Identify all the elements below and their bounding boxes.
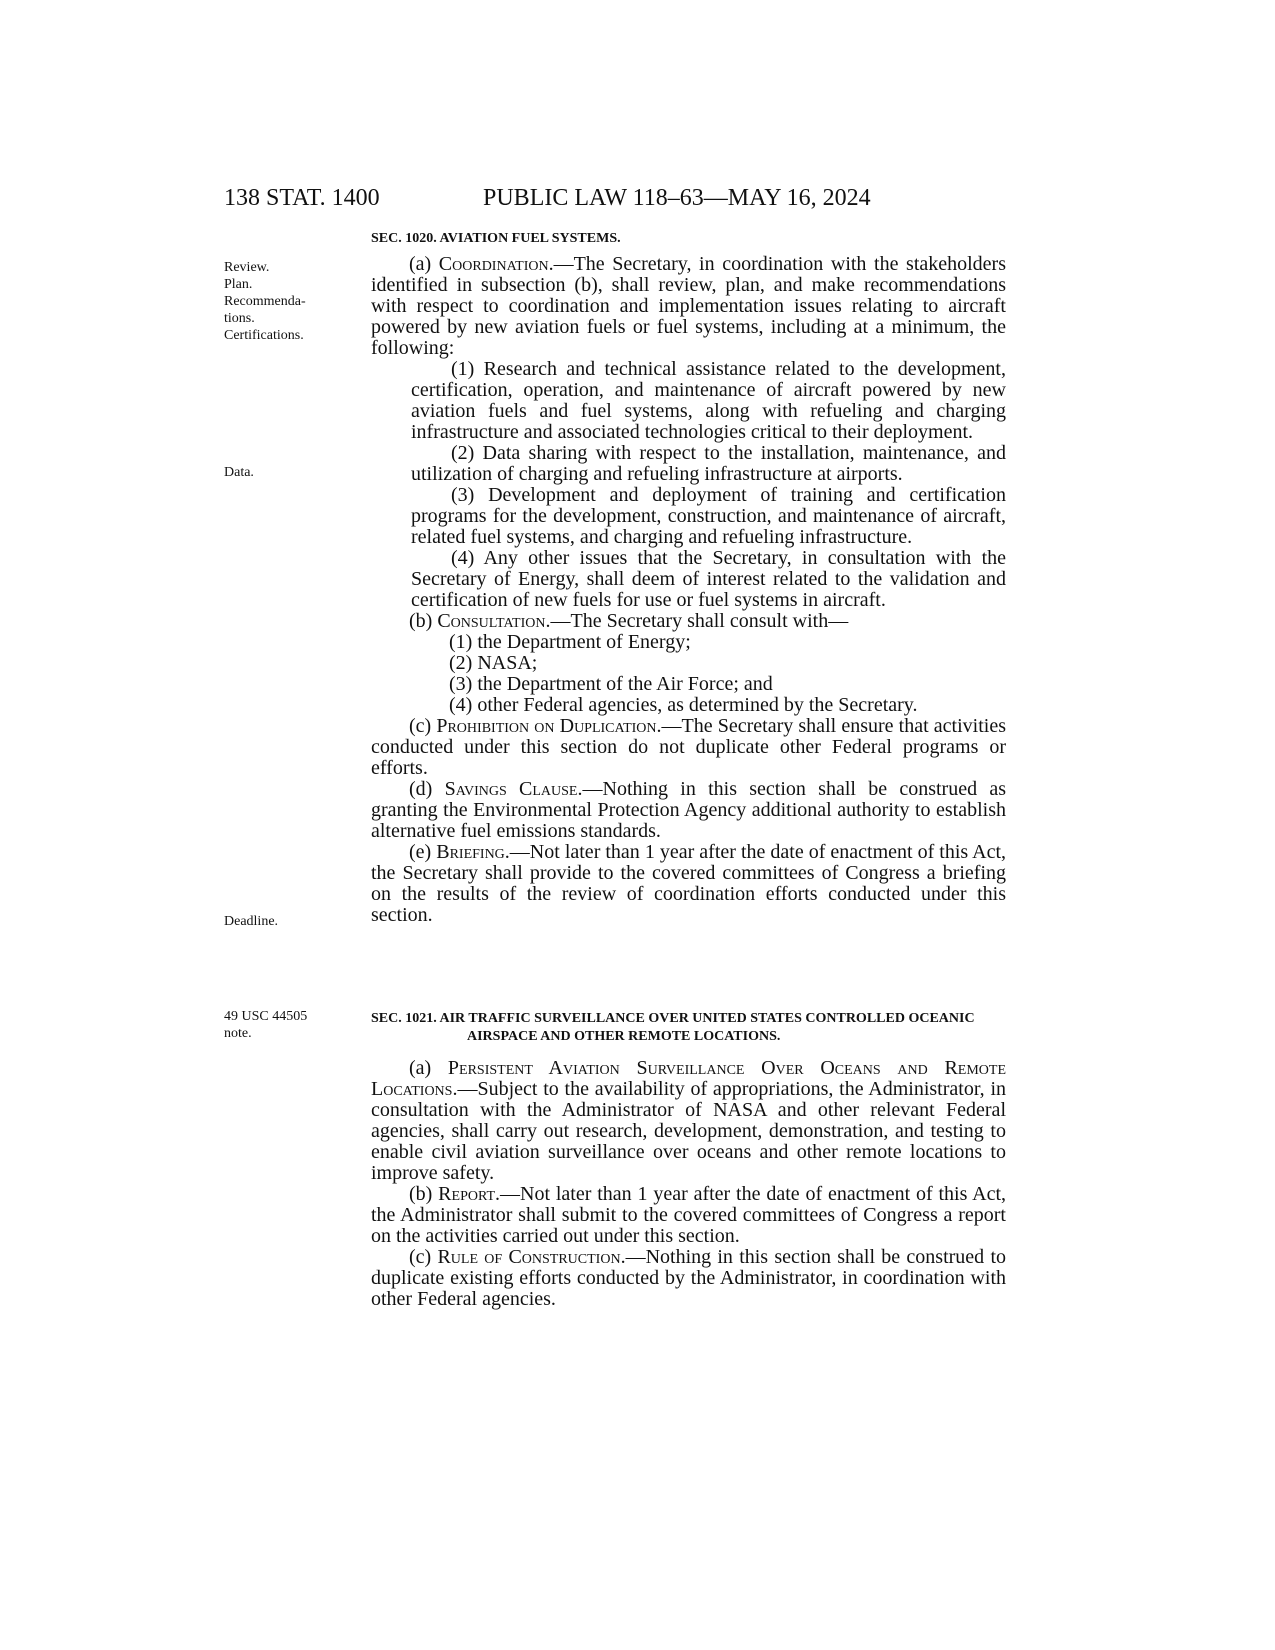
subsection-e: (e) Briefing.—Not later than 1 year after the date of enactment of this Act, the Secretary shall provide to the covered committees of Congress a briefing on the results of the review of coordination efforts conducted under this section. [371,841,1007,926]
section-heading: SEC. 1020. AVIATION FUEL SYSTEMS. [371,231,621,246]
subsection-a: (a) Persistent Aviation Surveillance Over Oceans and Remote Locations.—Subject to the availability of appropriations, the Administrator, in consultation with the Administrator of NASA and other relevant Federal agencies, shall carry out research, development, demonstration, and testing to enable civil aviation surveillance over oceans and other remote locations to improve safety. [371,1057,1006,1184]
paragraph-3: (3) Development and deployment of training and certification programs for the development, construction, and maintenance of aircraft, related fuel systems, and charging and refueling infrastructure. [411,484,1006,548]
margin-note-usc: 49 USC 44505 note. [224,1009,308,1041]
section-heading: SEC. 1021. AIR TRAFFIC SURVEILLANCE OVER UNITED STATES CONTROLLED OCEANIC AIRSPACE AND OTHER REMOTE LOCATIONS. [371,1011,975,1044]
consult-item-1: (1) the Department of Energy; [449,631,691,653]
subsection-c: (c) Rule of Construction.—Nothing in this section shall be construed to duplicate existing efforts conducted by the Administrator, in coordination with other Federal agencies. [371,1246,1006,1310]
subsection-b: (b) Consultation.—The Secretary shall consult with— [409,610,849,632]
subsection-c: (c) Prohibition on Duplication.—The Secretary shall ensure that activities conducted under this section do not duplicate other Federal programs or efforts. [371,715,1006,779]
margin-note-review: Review. Plan. Recommenda- tions. Certifications. [224,260,306,343]
page-running-title: PUBLIC LAW 118–63—MAY 16, 2024 [483,185,871,211]
paragraph-1: (1) Research and technical assistance related to the development, certification, operation, and maintenance of aircraft powered by new aviation fuels and fuel systems, along with refueling and charging infrastructure and associated technologies critical to their deployment. [411,358,1006,443]
margin-note-data: Data. [224,465,254,480]
subsection-d: (d) Savings Clause.—Nothing in this section shall be construed as granting the Environmental Protection Agency additional authority to establish alternative fuel emissions standards. [371,778,1006,842]
subsection-a: (a) Coordination.—The Secretary, in coordination with the stakeholders identified in subsection (b), shall review, plan, and make recommendations with respect to coordination and implementation issues relating to aircraft powered by new aviation fuels or fuel systems, including at a minimum, the following: [371,253,1007,359]
margin-note-deadline: Deadline. [224,914,279,929]
section-1020 [371,230,1006,926]
page-stat-number: 138 STAT. 1400 [224,185,380,211]
section-1021 [371,1010,1006,1310]
consult-item-4: (4) other Federal agencies, as determined by the Secretary. [449,694,918,716]
paragraph-2: (2) Data sharing with respect to the installation, maintenance, and utilization of charging and refueling infrastructure at airports. [411,442,1006,485]
paragraph-4: (4) Any other issues that the Secretary, in consultation with the Secretary of Energy, shall deem of interest related to the validation and certification of new fuels for use or fuel systems in aircraft. [411,547,1006,611]
consult-item-3: (3) the Department of the Air Force; and [449,673,773,695]
consult-item-2: (2) NASA; [449,652,538,674]
subsection-b: (b) Report.—Not later than 1 year after the date of enactment of this Act, the Administrator shall submit to the covered committees of Congress a report on the activities carried out under this section. [371,1183,1007,1247]
